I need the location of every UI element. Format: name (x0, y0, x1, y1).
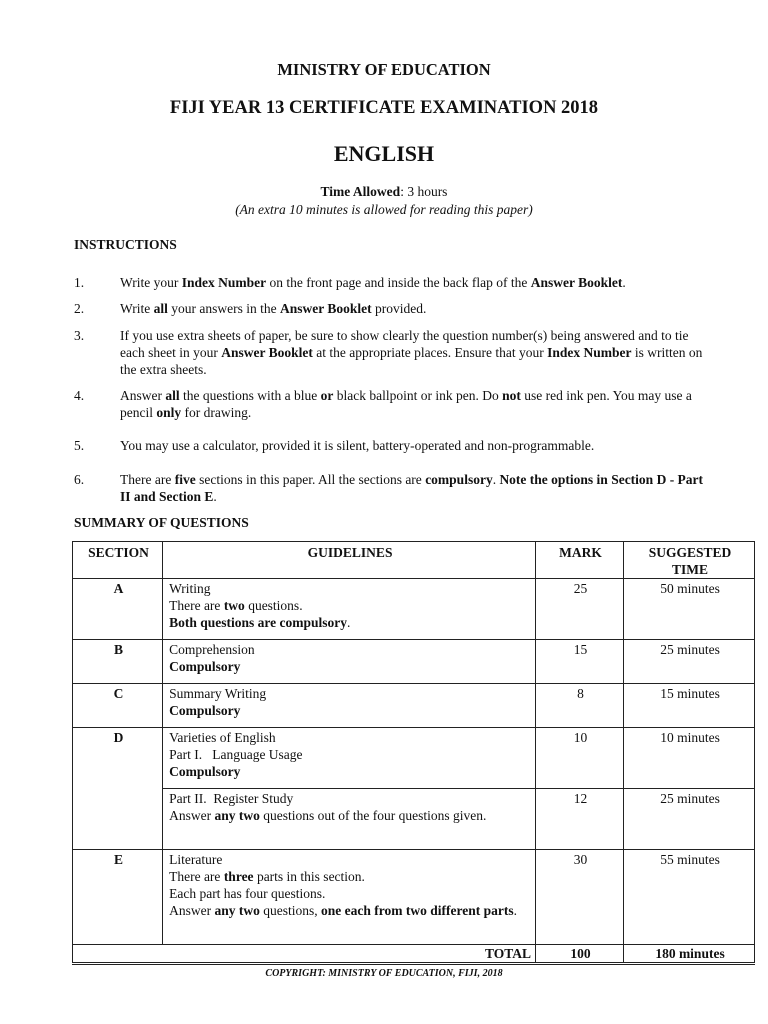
instruction-number: 1. (74, 275, 85, 290)
instruction-text: You may use a calculator, provided it is silent, battery-operated and non-programmable. (120, 438, 595, 453)
mark-cell: 10 (536, 728, 624, 789)
text-run: There are (120, 472, 175, 487)
text-run: . (622, 275, 626, 290)
text-run-bold: compulsory (425, 472, 493, 487)
guideline-line: Varieties of English (169, 730, 276, 745)
instruction-text (120, 387, 716, 421)
text-run-bold: Compulsory (169, 703, 241, 718)
column-header-mark: MARK (536, 542, 624, 579)
instruction-text (120, 327, 716, 378)
text-run-bold: Answer Booklet (221, 345, 313, 360)
time-label: Time Allowed (320, 184, 401, 199)
text-run: . (513, 903, 517, 918)
instruction-text (120, 471, 716, 505)
time-allowed (0, 184, 768, 200)
table-row (73, 728, 755, 789)
guideline-line (169, 902, 531, 919)
text-run-bold: Answer Booklet (530, 275, 623, 290)
text-run: If you use extra sheets of paper, be sure to show clearly the question number(s) being answered and to tie each sheet in your (120, 328, 689, 360)
guideline-line: Writing (169, 581, 211, 596)
table-row (73, 789, 755, 850)
text-run: on the front page and inside the back flap of the (266, 275, 531, 290)
guideline-line: Part I. Language Usage (169, 747, 303, 762)
total-row (73, 945, 755, 964)
instruction-number: 5. (74, 438, 85, 453)
subject-title: ENGLISH (333, 141, 435, 166)
guidelines-cell (163, 684, 536, 728)
guideline-line (169, 807, 531, 824)
total-label: TOTAL (73, 945, 536, 964)
text-run: Write your (120, 275, 182, 290)
guideline-line (169, 868, 531, 885)
guideline-line (169, 614, 531, 631)
guideline-line: Summary Writing (169, 686, 267, 701)
instruction-number: 6. (74, 472, 85, 487)
text-run-bold: any two (214, 903, 260, 918)
text-run-bold: only (156, 405, 182, 420)
text-run: your answers in the (167, 301, 280, 316)
time-cell: 15 minutes (624, 684, 755, 728)
text-run: questions out of the four questions given. (259, 808, 487, 823)
instruction-number: 4. (74, 388, 85, 403)
guideline-line (169, 658, 531, 675)
time-cell: 25 minutes (624, 789, 755, 850)
text-run: There are (169, 598, 224, 613)
guidelines-cell (163, 850, 536, 945)
table-row (73, 579, 755, 640)
guideline-line: Literature (169, 852, 223, 867)
column-header-time: SUGGESTED TIME (624, 542, 755, 579)
text-run-bold: one each from two different parts (321, 903, 514, 918)
time-cell: 55 minutes (624, 850, 755, 945)
text-run: Answer (120, 388, 166, 403)
text-run: Answer (169, 808, 215, 823)
table-row (73, 850, 755, 945)
mark-cell: 8 (536, 684, 624, 728)
text-run-bold: or (320, 388, 334, 403)
text-run: the questions with a blue (179, 388, 321, 403)
text-run: for drawing. (181, 405, 252, 420)
section-cell: C (73, 684, 163, 728)
column-header-guidelines: GUIDELINES (163, 542, 536, 579)
text-run-bold: Both questions are compulsory (169, 615, 347, 630)
table-row (73, 640, 755, 684)
text-run: parts in this section. (253, 869, 365, 884)
total-mark: 100 (536, 945, 624, 964)
text-run-bold: Answer Booklet (279, 301, 372, 316)
section-cell: A (73, 579, 163, 640)
text-run-bold: all (165, 388, 180, 403)
guideline-line: Part II. Register Study (169, 791, 294, 806)
instruction-number: 3. (74, 328, 85, 343)
section-cell: D (73, 728, 163, 850)
reading-time-note: (An extra 10 minutes is allowed for reading this paper) (235, 202, 533, 217)
text-run: Write (120, 301, 154, 316)
section-cell: B (73, 640, 163, 684)
text-run: There are (169, 869, 224, 884)
text-run: questions. (244, 598, 303, 613)
guideline-line: Each part has four questions. (169, 886, 326, 901)
time-cell: 50 minutes (624, 579, 755, 640)
text-run-bold: all (153, 301, 168, 316)
instruction-number: 2. (74, 301, 85, 316)
guidelines-cell (163, 789, 536, 850)
text-run: . (492, 472, 500, 487)
text-run-bold: Index Number (181, 275, 267, 290)
time-cell: 25 minutes (624, 640, 755, 684)
text-run-bold: five (174, 472, 196, 487)
text-run: provided. (371, 301, 427, 316)
column-header-section: SECTION (73, 542, 163, 579)
guidelines-cell (163, 728, 536, 789)
section-cell: E (73, 850, 163, 945)
ministry-title: MINISTRY OF EDUCATION (277, 60, 491, 79)
text-run: black ballpoint or ink pen. Do (333, 388, 503, 403)
text-run: at the appropriate places. Ensure that your (312, 345, 548, 360)
text-run-bold: Index Number (547, 345, 632, 360)
text-run: . (213, 489, 217, 504)
total-time: 180 minutes (624, 945, 755, 964)
guideline-line (169, 597, 531, 614)
mark-cell: 30 (536, 850, 624, 945)
text-run: is written on the extra sheets. (120, 345, 703, 377)
mark-cell: 15 (536, 640, 624, 684)
guideline-line (169, 702, 531, 719)
text-run-bold: Note the options in Section D - Part II and Section E (120, 472, 704, 504)
time-cell: 10 minutes (624, 728, 755, 789)
summary-heading: SUMMARY OF QUESTIONS (74, 515, 249, 530)
guidelines-cell (163, 579, 536, 640)
table-row (73, 684, 755, 728)
text-run: sections in this paper. All the sections are (195, 472, 426, 487)
guideline-line: Comprehension (169, 642, 255, 657)
text-run-bold: Compulsory (169, 764, 241, 779)
text-run: . (347, 615, 351, 630)
text-run: questions, (259, 903, 321, 918)
time-value: : 3 hours (400, 184, 448, 199)
text-run-bold: not (502, 388, 521, 403)
text-run-bold: two (223, 598, 245, 613)
copyright-footer: COPYRIGHT: MINISTRY OF EDUCATION, FIJI, 2018 (265, 968, 503, 979)
exam-title: FIJI YEAR 13 CERTIFICATE EXAMINATION 2018 (169, 98, 599, 118)
instruction-text (120, 300, 716, 317)
text-run: Answer (169, 903, 215, 918)
mark-cell: 12 (536, 789, 624, 850)
text-run-bold: Compulsory (169, 659, 241, 674)
summary-table (72, 541, 755, 965)
table-header-row (73, 542, 755, 579)
guideline-line (169, 763, 531, 780)
guidelines-cell (163, 640, 536, 684)
text-run-bold: three (223, 869, 254, 884)
instruction-text (120, 274, 716, 291)
text-run-bold: any two (214, 808, 260, 823)
mark-cell: 25 (536, 579, 624, 640)
text-run: use red ink pen. You may use a pencil (120, 388, 692, 420)
instructions-heading: INSTRUCTIONS (74, 237, 177, 252)
